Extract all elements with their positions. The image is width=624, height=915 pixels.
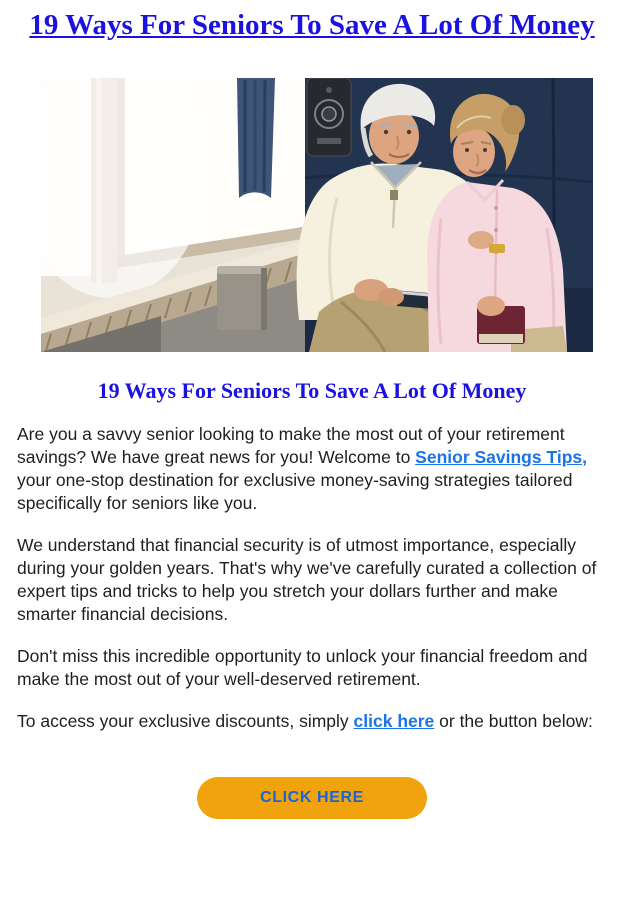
intro-text-before: Are you a savvy senior looking to make the most out of your retirement savings? We have great news for you! Welcome to bbox=[17, 424, 565, 467]
intro-paragraph bbox=[17, 423, 607, 515]
senior-savings-tips-link[interactable]: Senior Savings Tips, bbox=[415, 447, 587, 467]
cta-row bbox=[17, 777, 607, 819]
speaker-panel bbox=[307, 78, 351, 156]
curtain bbox=[237, 78, 275, 198]
access-text-after: or the button below: bbox=[434, 711, 593, 731]
cta-button[interactable]: CLICK HERE bbox=[197, 777, 427, 819]
page-title-link[interactable]: 19 Ways For Seniors To Save A Lot Of Money bbox=[29, 9, 595, 41]
page-title bbox=[16, 6, 608, 44]
email-body bbox=[0, 423, 624, 819]
financial-security-paragraph: We understand that financial security is of utmost importance, especially during your golden years. That's why we've carefully curated a collection of expert tips and tricks to help you stretch your dollars further and make smarter financial decisions. bbox=[17, 535, 597, 624]
tray-table bbox=[217, 266, 267, 330]
opportunity-paragraph: Don't miss this incredible opportunity to unlock your financial freedom and make the most out of your well-deserved retirement. bbox=[17, 646, 588, 689]
hero-image bbox=[41, 78, 593, 352]
click-here-link[interactable]: click here bbox=[353, 711, 435, 731]
subheading: 19 Ways For Seniors To Save A Lot Of Money bbox=[97, 378, 527, 403]
access-text-before: To access your exclusive discounts, simply bbox=[17, 711, 354, 731]
access-paragraph bbox=[17, 710, 607, 733]
email-page bbox=[0, 6, 624, 819]
intro-text-after: your one-stop destination for exclusive money-saving strategies tailored specifically for seniors like you. bbox=[17, 470, 573, 513]
senior-couple-on-train-illustration bbox=[41, 78, 593, 352]
